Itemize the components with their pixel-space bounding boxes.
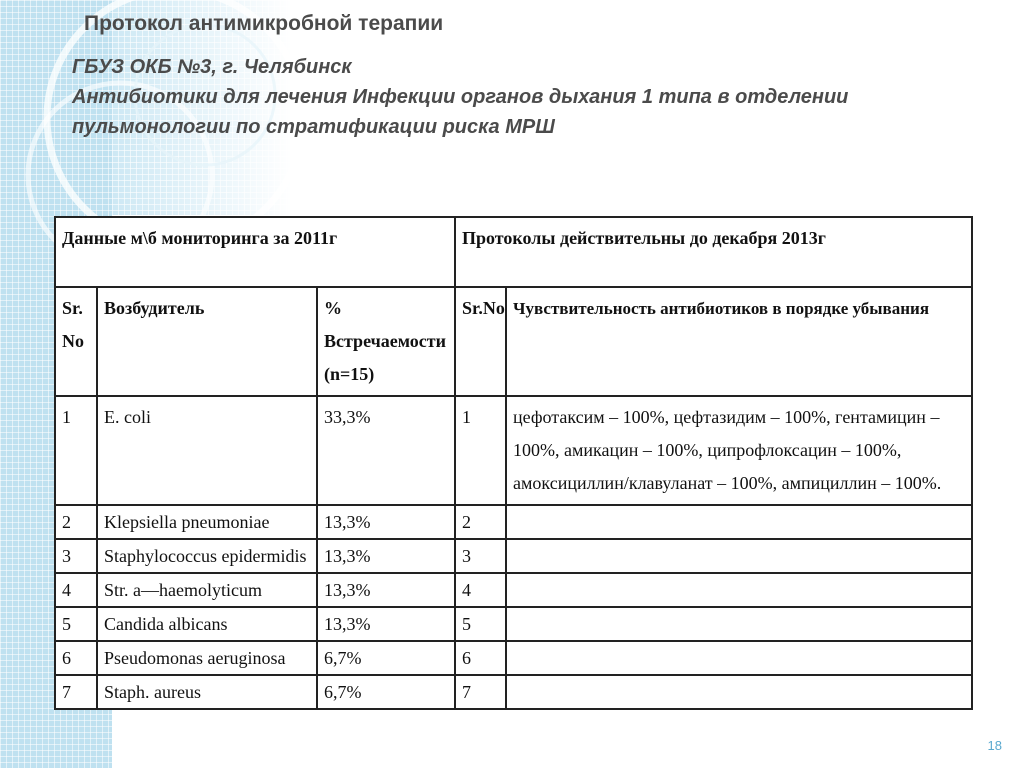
cell-percent: 13,3% — [317, 573, 455, 607]
cell-no: 3 — [55, 539, 97, 573]
table-group-header-row — [55, 217, 972, 287]
cell-no: 2 — [55, 505, 97, 539]
cell-percent: 33,3% — [317, 396, 455, 505]
cell-percent: 6,7% — [317, 675, 455, 709]
cell-sensitivity — [506, 539, 972, 573]
cell-sensitivity — [506, 675, 972, 709]
table-row — [55, 539, 972, 573]
cell-pathogen: Pseudomonas aeruginosa — [97, 641, 317, 675]
cell-percent: 13,3% — [317, 607, 455, 641]
cell-no: 4 — [55, 573, 97, 607]
cell-sensitivity — [506, 607, 972, 641]
cell-no-right: 5 — [455, 607, 506, 641]
cell-no-right: 7 — [455, 675, 506, 709]
cell-no: 6 — [55, 641, 97, 675]
subtitle-line-2: Антибиотики для лечения Инфекции органов дыхания 1 типа в отделении — [72, 86, 849, 108]
page-number: 18 — [987, 738, 1002, 753]
slide-title: Протокол антимикробной терапии — [84, 12, 444, 35]
table-row — [55, 641, 972, 675]
header-sr-no: Sr. No — [55, 287, 97, 396]
table-row — [55, 505, 972, 539]
header-pathogen: Возбудитель — [97, 287, 317, 396]
cell-percent: 13,3% — [317, 505, 455, 539]
header-frequency: % Встречаемости (n=15) — [317, 287, 455, 396]
table-row — [55, 675, 972, 709]
cell-no: 7 — [55, 675, 97, 709]
cell-sensitivity — [506, 641, 972, 675]
group-header-monitoring: Данные м\б мониторинга за 2011г — [55, 217, 455, 287]
cell-sensitivity — [506, 505, 972, 539]
cell-sensitivity: цефотаксим – 100%, цефтазидим – 100%, гентамицин – 100%, амикацин – 100%, ципрофлоксацин – 100%, амоксициллин/клавуланат – 100%, ампициллин – 100%. — [506, 396, 972, 505]
cell-no-right: 4 — [455, 573, 506, 607]
antibiotic-protocol-table — [54, 216, 973, 710]
cell-pathogen: Str. a—haemolyticum — [97, 573, 317, 607]
cell-no: 5 — [55, 607, 97, 641]
cell-no-right: 2 — [455, 505, 506, 539]
cell-no-right: 1 — [455, 396, 506, 505]
table-row — [55, 607, 972, 641]
cell-no-right: 3 — [455, 539, 506, 573]
table-header-row — [55, 287, 972, 396]
group-header-protocols: Протоколы действительны до декабря 2013г — [455, 217, 972, 287]
cell-percent: 6,7% — [317, 641, 455, 675]
cell-sensitivity — [506, 573, 972, 607]
header-sensitivity: Чувствительность антибиотиков в порядке убывания — [506, 287, 972, 396]
cell-no: 1 — [55, 396, 97, 505]
table-row — [55, 396, 972, 505]
cell-pathogen: Klepsiella pneumoniae — [97, 505, 317, 539]
slide-subtitle — [72, 52, 952, 142]
cell-no-right: 6 — [455, 641, 506, 675]
header-sr-no-right: Sr.No — [455, 287, 506, 396]
cell-pathogen: E. coli — [97, 396, 317, 505]
subtitle-institution: ГБУЗ ОКБ №3, г. Челябинск — [72, 56, 352, 78]
subtitle-line-3: пульмонологии по стратификации риска МРШ — [72, 116, 555, 138]
cell-pathogen: Staphylococcus epidermidis — [97, 539, 317, 573]
cell-percent: 13,3% — [317, 539, 455, 573]
table-row — [55, 573, 972, 607]
cell-pathogen: Candida albicans — [97, 607, 317, 641]
cell-pathogen: Staph. aureus — [97, 675, 317, 709]
